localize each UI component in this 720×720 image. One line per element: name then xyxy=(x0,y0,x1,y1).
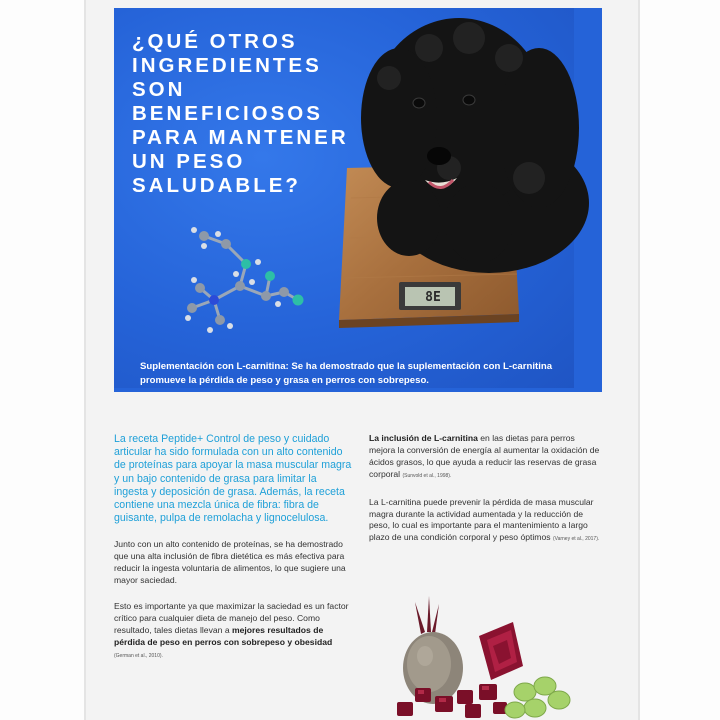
muscle-text: La L-carnitina puede prevenir la pérdida de masa muscular magra durante la actividad aumentada y la reducción de peso, lo cual es importante para el mantenimiento a largo plazo de una condición corporal y peso óptimos xyxy=(369,496,594,543)
citation-varney: (Varney et al., 2017). xyxy=(552,536,600,543)
page-shadow-right xyxy=(638,0,640,720)
carnitine-highlight: La inclusión de L-carnitina xyxy=(369,433,478,443)
left-column xyxy=(114,433,352,677)
dog-on-scale-illustration xyxy=(329,8,602,338)
satiety-highlight: mejores resultados de pérdida de peso en perros con sobrepeso y obesidad xyxy=(114,624,333,647)
scale-display-reading: 8E xyxy=(425,290,441,305)
citation-german: (German et al., 2010). xyxy=(114,652,163,659)
muscle-paragraph xyxy=(369,497,601,547)
citation-sunvold: (Sunvold et al., 1998). xyxy=(402,472,452,479)
hero-caption: Suplementación con L-carnitina: Se ha demostrado que la suplementación con L-carnitina promueve la pérdida de peso y grasa en perros con sobrepeso. xyxy=(140,361,553,386)
hero-title: ¿QUÉ OTROS INGREDIENTES SON BENEFICIOSOS PARA MANTENER UN PESO SALUDABLE? xyxy=(132,30,349,197)
carnitine-text: en las dietas para perros mejora la conversión de energía al aumentar la oxidación de ácidos grasos, lo que ayuda a reducir las reservas de grasa corporal xyxy=(369,433,600,479)
carnitine-paragraph xyxy=(369,433,601,483)
right-column xyxy=(369,433,601,560)
hero-banner xyxy=(114,8,602,392)
lead-paragraph: La receta Peptide+ Control de peso y cuidado articular ha sido formulada con un alto contenido de proteínas para apoyar la masa muscular magra y un bajo contenido de grasa para limitar la ingesta y deposición de grasa. Además, la receta contiene una mezcla única de fibra: fibra de guisante, pulpa de remolacha y lignocelulosa. xyxy=(114,433,352,525)
satiety-paragraph xyxy=(114,601,352,663)
l-carnitine-molecule-illustration xyxy=(174,208,314,338)
beet-and-peas-illustration xyxy=(395,592,575,720)
fiber-paragraph: Junto con un alto contenido de proteínas, se ha demostrado que una alta inclusión de fibra dietética es más efectiva para reducir la ingesta voluntaria de alimentos, lo que sugiere una mayor saciedad. xyxy=(114,539,346,586)
satiety-text: Esto es importante ya que maximizar la saciedad es un factor crítico para cualquier dieta de manejo del peso. Como resultado, tales dietas llevan a xyxy=(114,601,349,635)
